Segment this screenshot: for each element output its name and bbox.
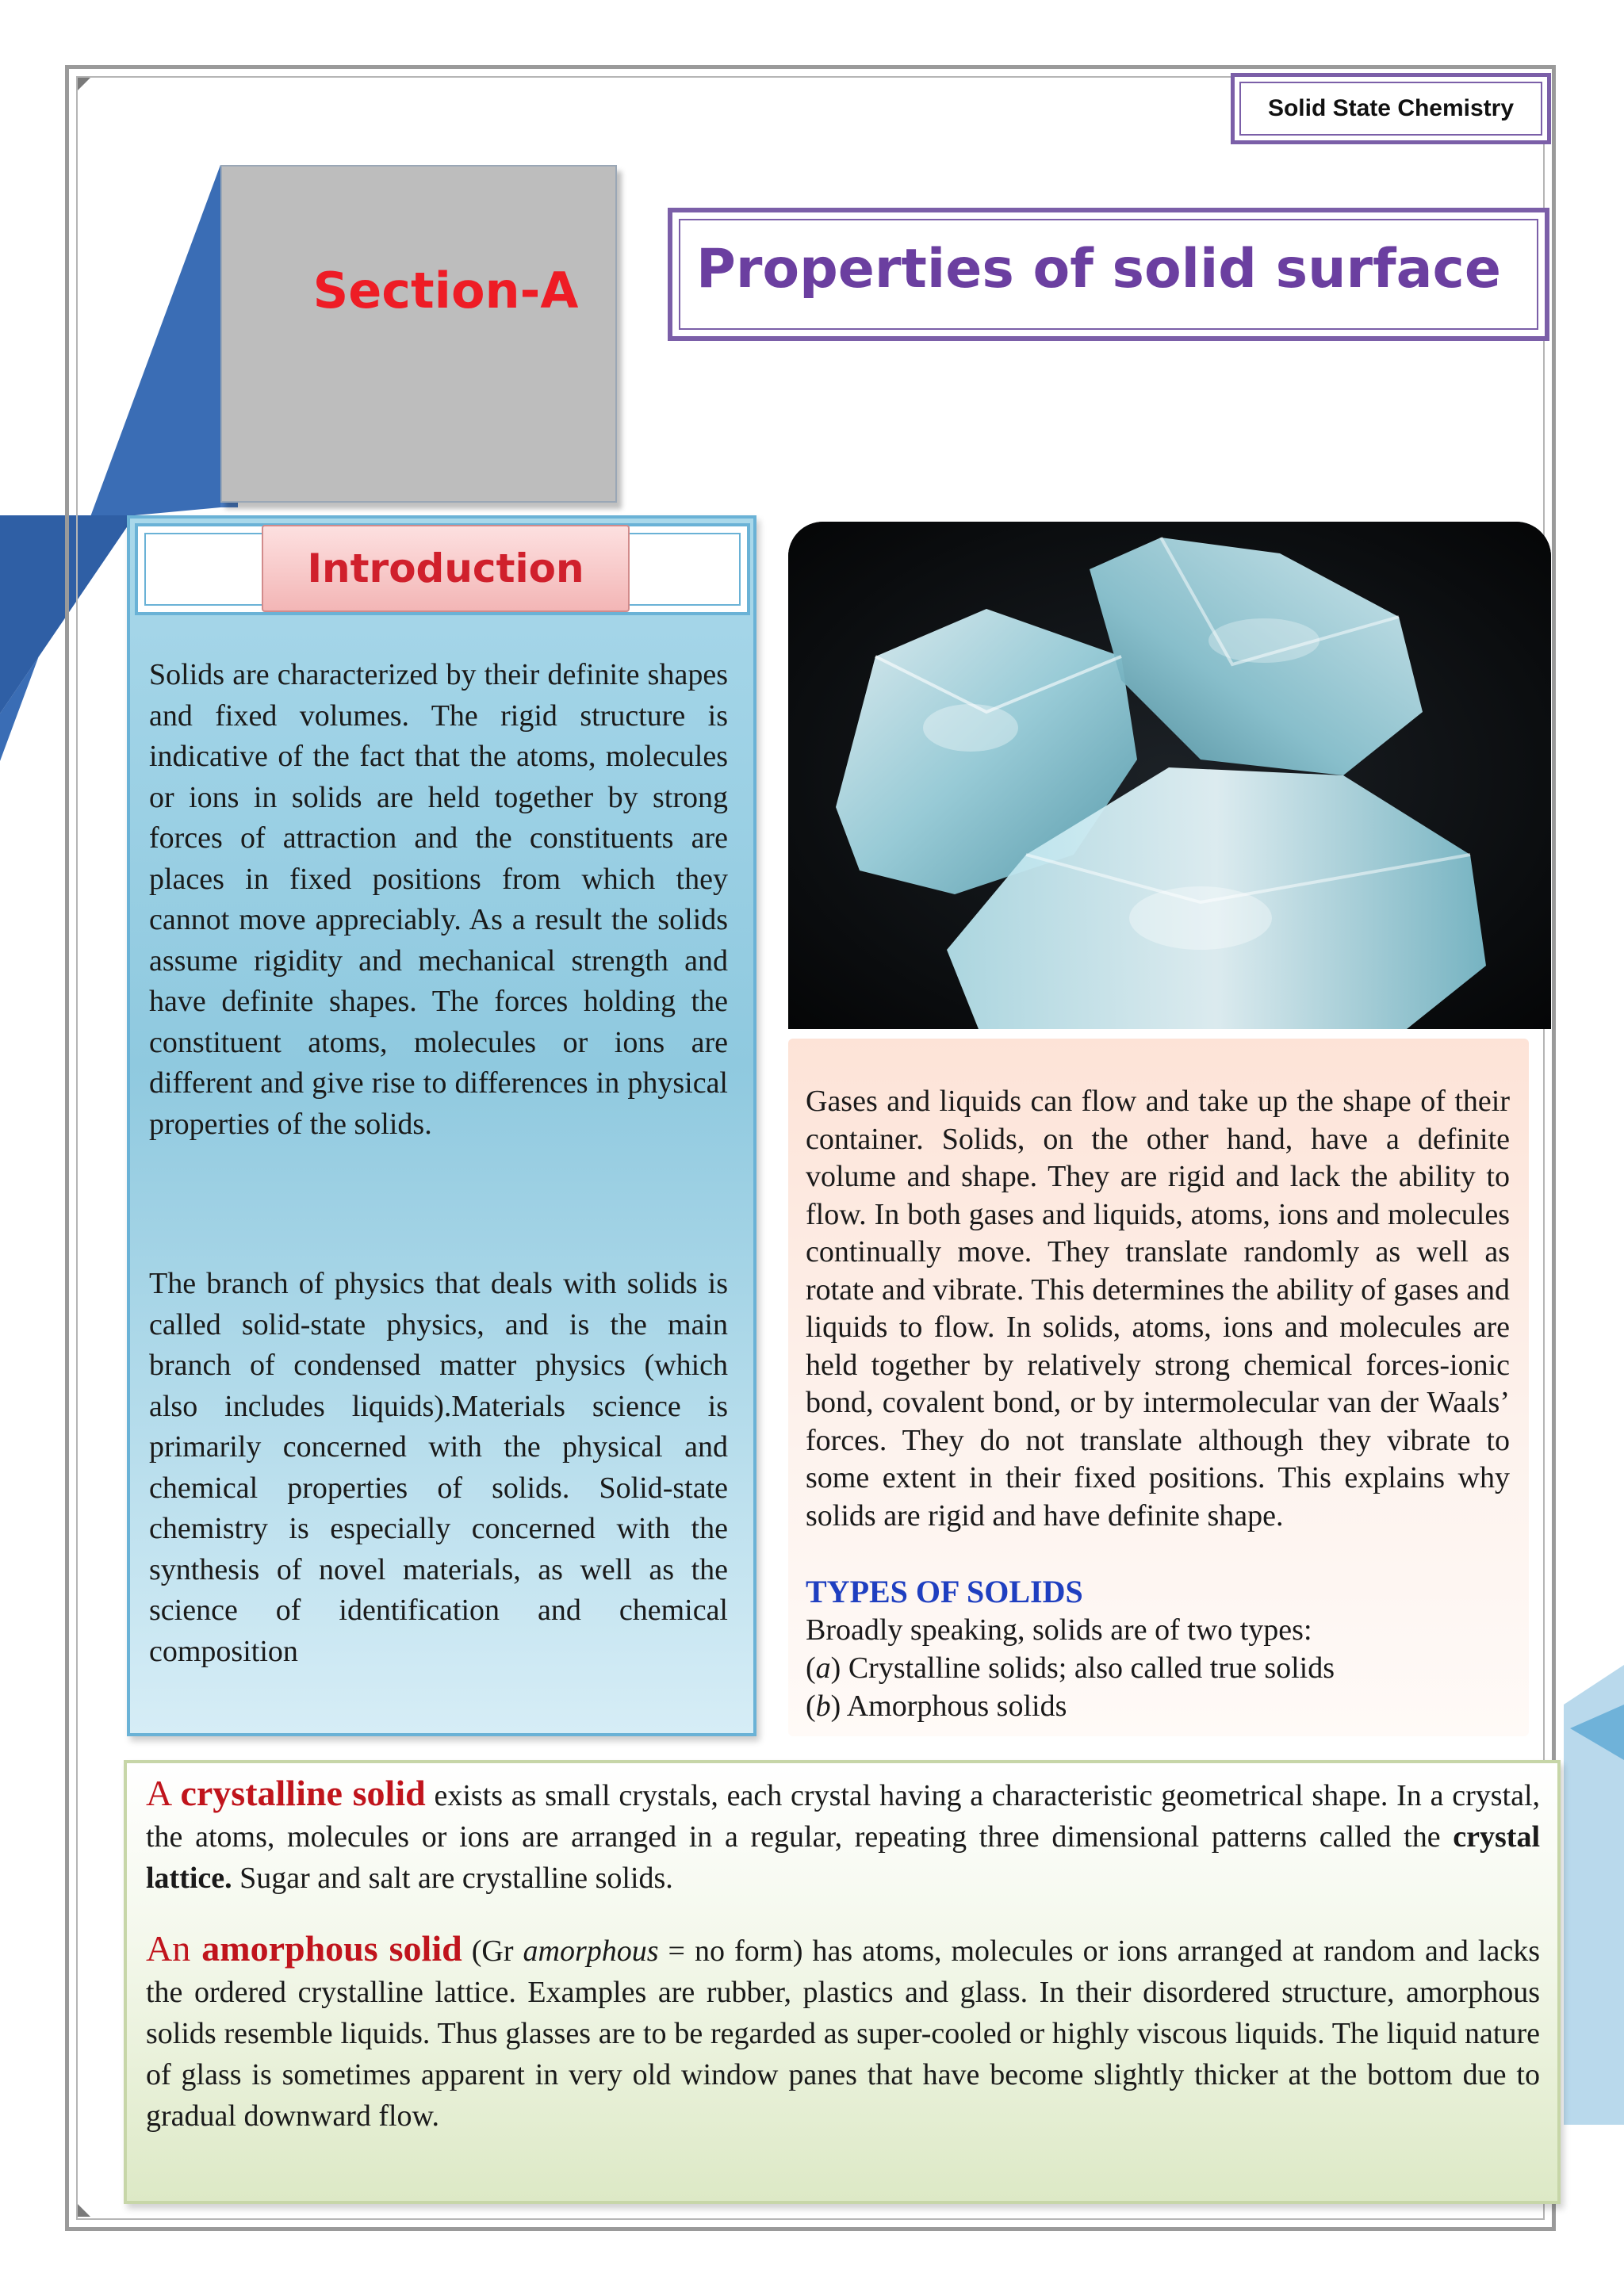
- crystalline-text: exists as small crystals, each crystal having a characteristic geometrical shape. In a crystal, the atoms, molecules or ions are arranged in a regular, repeating three dimensional patterns called the: [146, 1779, 1540, 1854]
- type-a-letter: a: [815, 1651, 831, 1685]
- crystalline-lead: [146, 1773, 426, 1813]
- amorphous-text: = no form) has atoms, molecules or ions arranged at random and lacks the ordered crystalline lattice. Examples are rubber, plastics and glass. In their disordered structure, amorphous solids resemble liquids. Thus glasses are to be regarded as super-cooled or highly viscous liquids. The liquid nature of glass is sometimes apparent in very old window panes that have become slightly thicker at the bottom due to gradual downward flow.: [146, 1934, 1541, 2133]
- crystal-illustration: [788, 522, 1551, 1029]
- types-of-solids-heading: TYPES OF SOLIDS: [806, 1574, 1083, 1609]
- introduction-heading: Introduction: [262, 525, 630, 612]
- amorphous-lead: [146, 1928, 462, 1969]
- states-of-matter-paragraph: Gases and liquids can flow and take up the shape of their container. Solids, on the other hand, have a definite volume and shape. They are rigid and lack the ability to flow. In both gases and liquids, atoms, ions and molecules continually move. They translate randomly as well as rotate and vibrate. This determines the ability of gases and liquids to flow. In solids, atoms, ions and molecules are held together by relatively strong chemical forces-ionic bond, covalent bond, or by intermolecular van der Waals’ forces. They do not translate although they vibrate to some extent in their fixed positions. This explains why solids are rigid and have definite shape.: [806, 1085, 1510, 1533]
- crystal-photo: [788, 522, 1551, 1029]
- type-b-item: (b) Amorphous solids: [806, 1689, 1067, 1723]
- introduction-paragraph-1: Solids are characterized by their definite shapes and fixed volumes. The rigid structure is indicative of the fact that the atoms, molecules or ions in solids are held together by strong forces of attraction and the constituents are places in fixed positions from which they cannot move appreciably. As a result the solids assume rigidity and mechanical strength and have definite shapes. The forces holding the constituent atoms, molecules or ions are different and give rise to differences in physical properties of the solids.: [149, 658, 728, 1141]
- section-box: [220, 165, 617, 503]
- corner-mark-top-left: [78, 78, 90, 90]
- amorphous-solid-paragraph: [146, 1928, 1540, 2137]
- type-a-item: (a) Crystalline solids; also called true solids: [806, 1651, 1335, 1685]
- amorphous-word: amorphous: [523, 1934, 659, 1968]
- amorphous-term: amorphous solid: [201, 1928, 462, 1969]
- crystal-lattice-term: crystal lattice.: [146, 1820, 1540, 1895]
- section-label: Section-A: [312, 262, 579, 320]
- types-intro: Broadly speaking, solids are of two types:: [806, 1613, 1312, 1647]
- introduction-paragraph-2: The branch of physics that deals with solids is called solid-state physics, and is the main branch of condensed matter physics (which also includes liquids).Materials science is primarily concerned with the physical and chemical properties of solids. Solid-state chemistry is especially concerned with the synthesis of novel materials, as well as the science of identification and chemical composition: [149, 1267, 728, 1668]
- type-b-text: Amorphous solids: [846, 1689, 1067, 1723]
- header-subject-tag: [1231, 73, 1551, 144]
- amorphous-greek-prefix: (Gr: [471, 1934, 514, 1968]
- type-a-text: Crystalline solids; also called true solids: [848, 1651, 1335, 1685]
- type-b-letter: b: [815, 1689, 831, 1723]
- page-title: Properties of solid surface: [696, 238, 1501, 300]
- header-subject-text: Solid State Chemistry: [1239, 82, 1542, 136]
- crystalline-example: Sugar and salt are crystalline solids.: [239, 1862, 673, 1895]
- corner-mark-bottom-left: [78, 2204, 90, 2217]
- crystalline-solid-paragraph: [146, 1773, 1540, 1899]
- amorphous-article: An: [146, 1928, 191, 1969]
- crystalline-term: crystalline solid: [180, 1773, 426, 1813]
- crystalline-article: A: [146, 1773, 170, 1813]
